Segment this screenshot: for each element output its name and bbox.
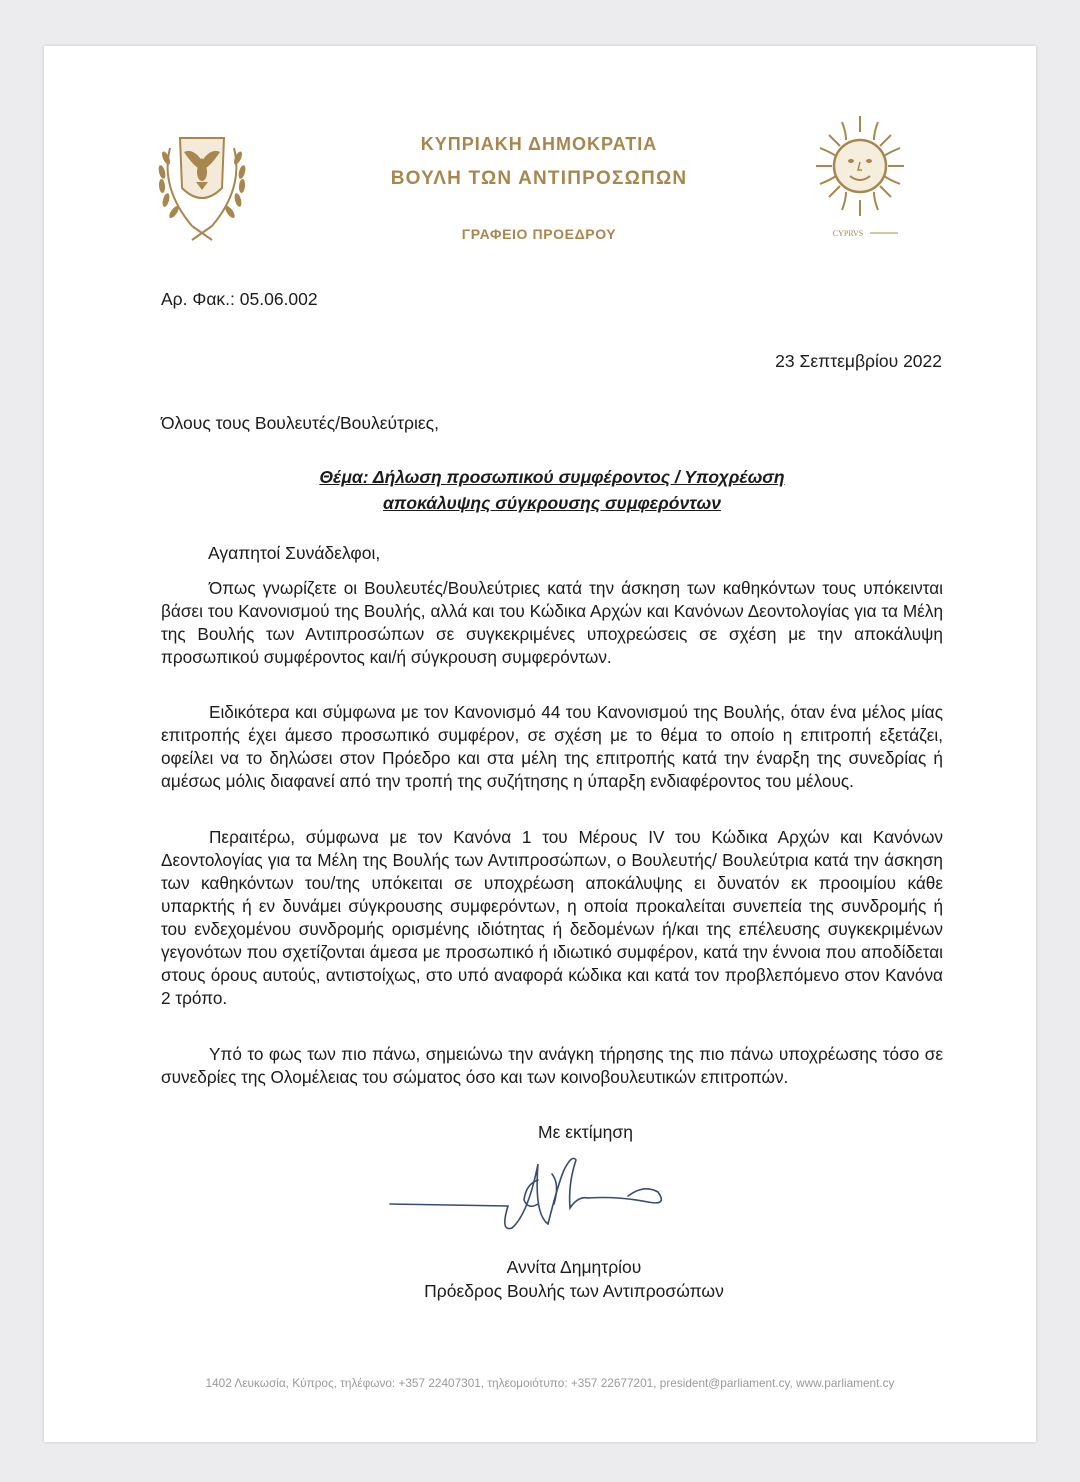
cyprus-coat-of-arms-icon bbox=[152, 128, 252, 246]
letter-date: 23 Σεπτεμβρίου 2022 bbox=[775, 351, 942, 371]
body-paragraph: Περαιτέρω, σύμφωνα με τον Κανόνα 1 του Μέρους IV του Κώδικα Αρχών και Κανόνων Δεοντολογίας για τα Μέλη της Βουλής των Αντιπροσώπων, ο Βουλευτής/ Βουλεύτρια κατά την άσκηση των καθηκόντων του/της υπόκειται σε υποχρέωση αποκάλυψης ει δυνατόν εκ προοιμίου κάθε υπαρκτής ή εν δυνάμει σύγκρουσης συμφερόντων, η οποία προκαλείται συνεπεία της συνδρομής ή του ενδεχομένου συνδρομής ορισμένης ιδιότητας ή δεδομένων ή/και της επέλευσης συγκεκριμένων γεγονότων που σχετίζονται άμεσα με προσωπικό ή ιδιωτικό συμφέρον, κατά την έννοια που αποδίδεται στους όρους αυτούς, αντιστοίχως, στο υπό αναφορά κώδικα και κατά τον προβλεπόμενο στον Κανόνα 2 τρόπο. bbox=[161, 827, 943, 1008]
body-paragraph: Όπως γνωρίζετε οι Βουλευτές/Βουλεύτριες κατά την άσκηση των καθηκόντων τους υπόκεινται βάσει του Κανονισμού της Βουλής, αλλά και του Κώδικα Αρχών και Κανόνων Δεοντολογίας για τα Μέλη της Βουλής των Αντιπροσώπων σε συγκεκριμένες υποχρεώσεις σε σχέση με την αποκάλυψη προσωπικού συμφέροντος και/ή σύγκρουση συμφερόντων. bbox=[161, 578, 943, 667]
addressee: Όλους τους Βουλευτές/Βουλεύτριες, bbox=[161, 413, 439, 433]
signer-name: Αννίτα Δημητρίου bbox=[506, 1257, 642, 1277]
cyprus-presidency-sun-icon bbox=[812, 112, 908, 242]
header-institution: ΒΟΥΛΗ ΤΩΝ ΑΝΤΙΠΡΟΣΩΠΩΝ bbox=[390, 168, 688, 189]
header-country: ΚΥΠΡΙΑΚΗ ΔΗΜΟΚΡΑΤΙΑ bbox=[420, 134, 658, 154]
signer-title: Πρόεδρος Βουλής των Αντιπροσώπων bbox=[424, 1281, 724, 1301]
body-paragraph: Ειδικότερα και σύμφωνα με τον Κανονισμό 44 του Κανονισμού της Βουλής, όταν ένα μέλος μίας επιτροπής έχει άμεσο προσωπικό συμφέρον, σε σχέση με το θέμα το οποίο η επιτροπή εξετάζει, οφείλει να το δηλώσει στον Πρόεδρο και στα μέλη της επιτροπής κατά την έναρξη της συνεδρίας ή αμέσως μόλις διαφανεί από την τροπή της συζήτησης η ύπαρξη ενδιαφέροντος του μέλους. bbox=[161, 702, 943, 791]
footer-contact: 1402 Λευκωσία, Κύπρος, τηλέφωνο: +357 22407301, τηλεομοιότυπο: +357 22677201, president@parliament.cy, www.parliament.cy bbox=[205, 1376, 895, 1390]
letter-page bbox=[44, 46, 1036, 1442]
subject-heading bbox=[161, 464, 943, 516]
file-reference: Αρ. Φακ.: 05.06.002 bbox=[161, 289, 318, 309]
handwritten-signature-icon bbox=[388, 1144, 678, 1244]
greeting: Αγαπητοί Συνάδελφοι, bbox=[208, 543, 381, 563]
body-paragraph: Υπό το φως των πιο πάνω, σημειώνω την ανάγκη τήρησης της πιο πάνω υποχρέωσης τόσο σε συνεδρίες της Ολομέλειας του σώματος όσο και των κοινοβουλευτικών επιτροπών. bbox=[161, 1044, 943, 1087]
subject-line-2: αποκάλυψης σύγκρουσης συμφερόντων bbox=[383, 493, 721, 513]
subject-line-1: Θέμα: Δήλωση προσωπικού συμφέροντος / Υποχρέωση bbox=[319, 467, 785, 487]
closing: Με εκτίμηση bbox=[538, 1122, 633, 1142]
header-office: ΓΡΑΦΕΙΟ ΠΡΟΕΔΡΟΥ bbox=[461, 226, 617, 242]
logo-text: CYPRVS bbox=[832, 229, 864, 238]
